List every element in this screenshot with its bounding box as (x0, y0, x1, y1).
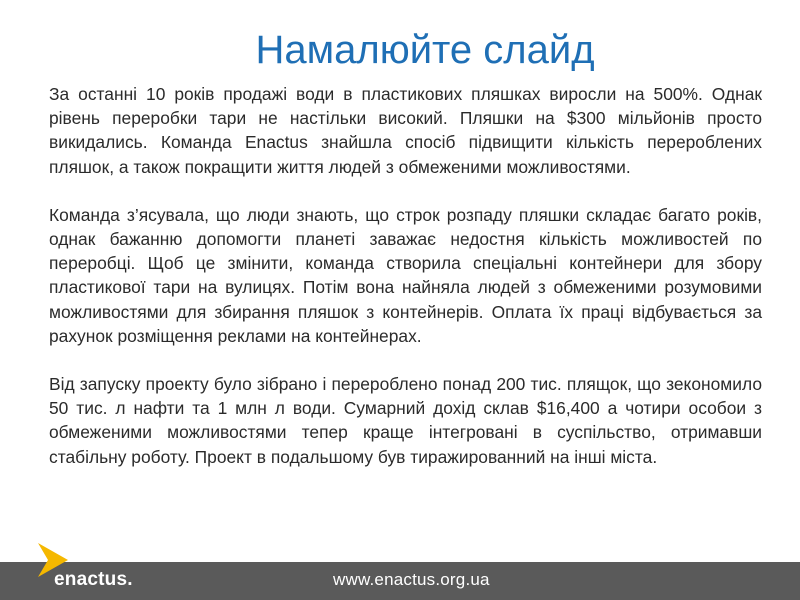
slide-body (49, 82, 762, 493)
slide-title: Намалюйте слайд (255, 28, 595, 72)
enactus-logo (38, 543, 148, 593)
paragraph-solution: Команда з’ясувала, що люди знають, що строк розпаду пляшки складає багато років, однак бажанню допомогти планеті заважає недостня кількість можливостей по переробці. Щоб це змінити, команда створила спеціальні контейнери для збору пластикової тари на вулицях. Потім вона найняла людей з обмеженими розумовими можливостями для збирання пляшок з контейнерів. Оплата їх праці відбувається за рахунок розміщення реклами на контейнерах. (49, 204, 762, 346)
paragraph-results: Від запуску проекту було зібрано і перероблено понад 200 тис. плящок, що зекономило 50 тис. л нафти та 1 млн л води. Сумарний дохід склав $16,400 а чотири особои з обмеженими можливостями тепер краще інтегровані в суспільство, отримавши стабільну роботу. Проект в подальшому був тиражированний на інші міста. (49, 374, 762, 467)
footer-url[interactable]: www.enactus.org.ua (333, 570, 490, 589)
paragraph-market: За останні 10 років продажі води в пластикових пляшках виросли на 500%. Однак рівень переробки тари не настільки високий. Пляшки на $300 мільйонів просто викидались. Команда Enactus знайшла спосіб підвищити кількість перероблених пляшок, а також покращити життя людей з обмеженими можливостями. (49, 84, 762, 177)
logo-text: enactus. (54, 569, 133, 590)
